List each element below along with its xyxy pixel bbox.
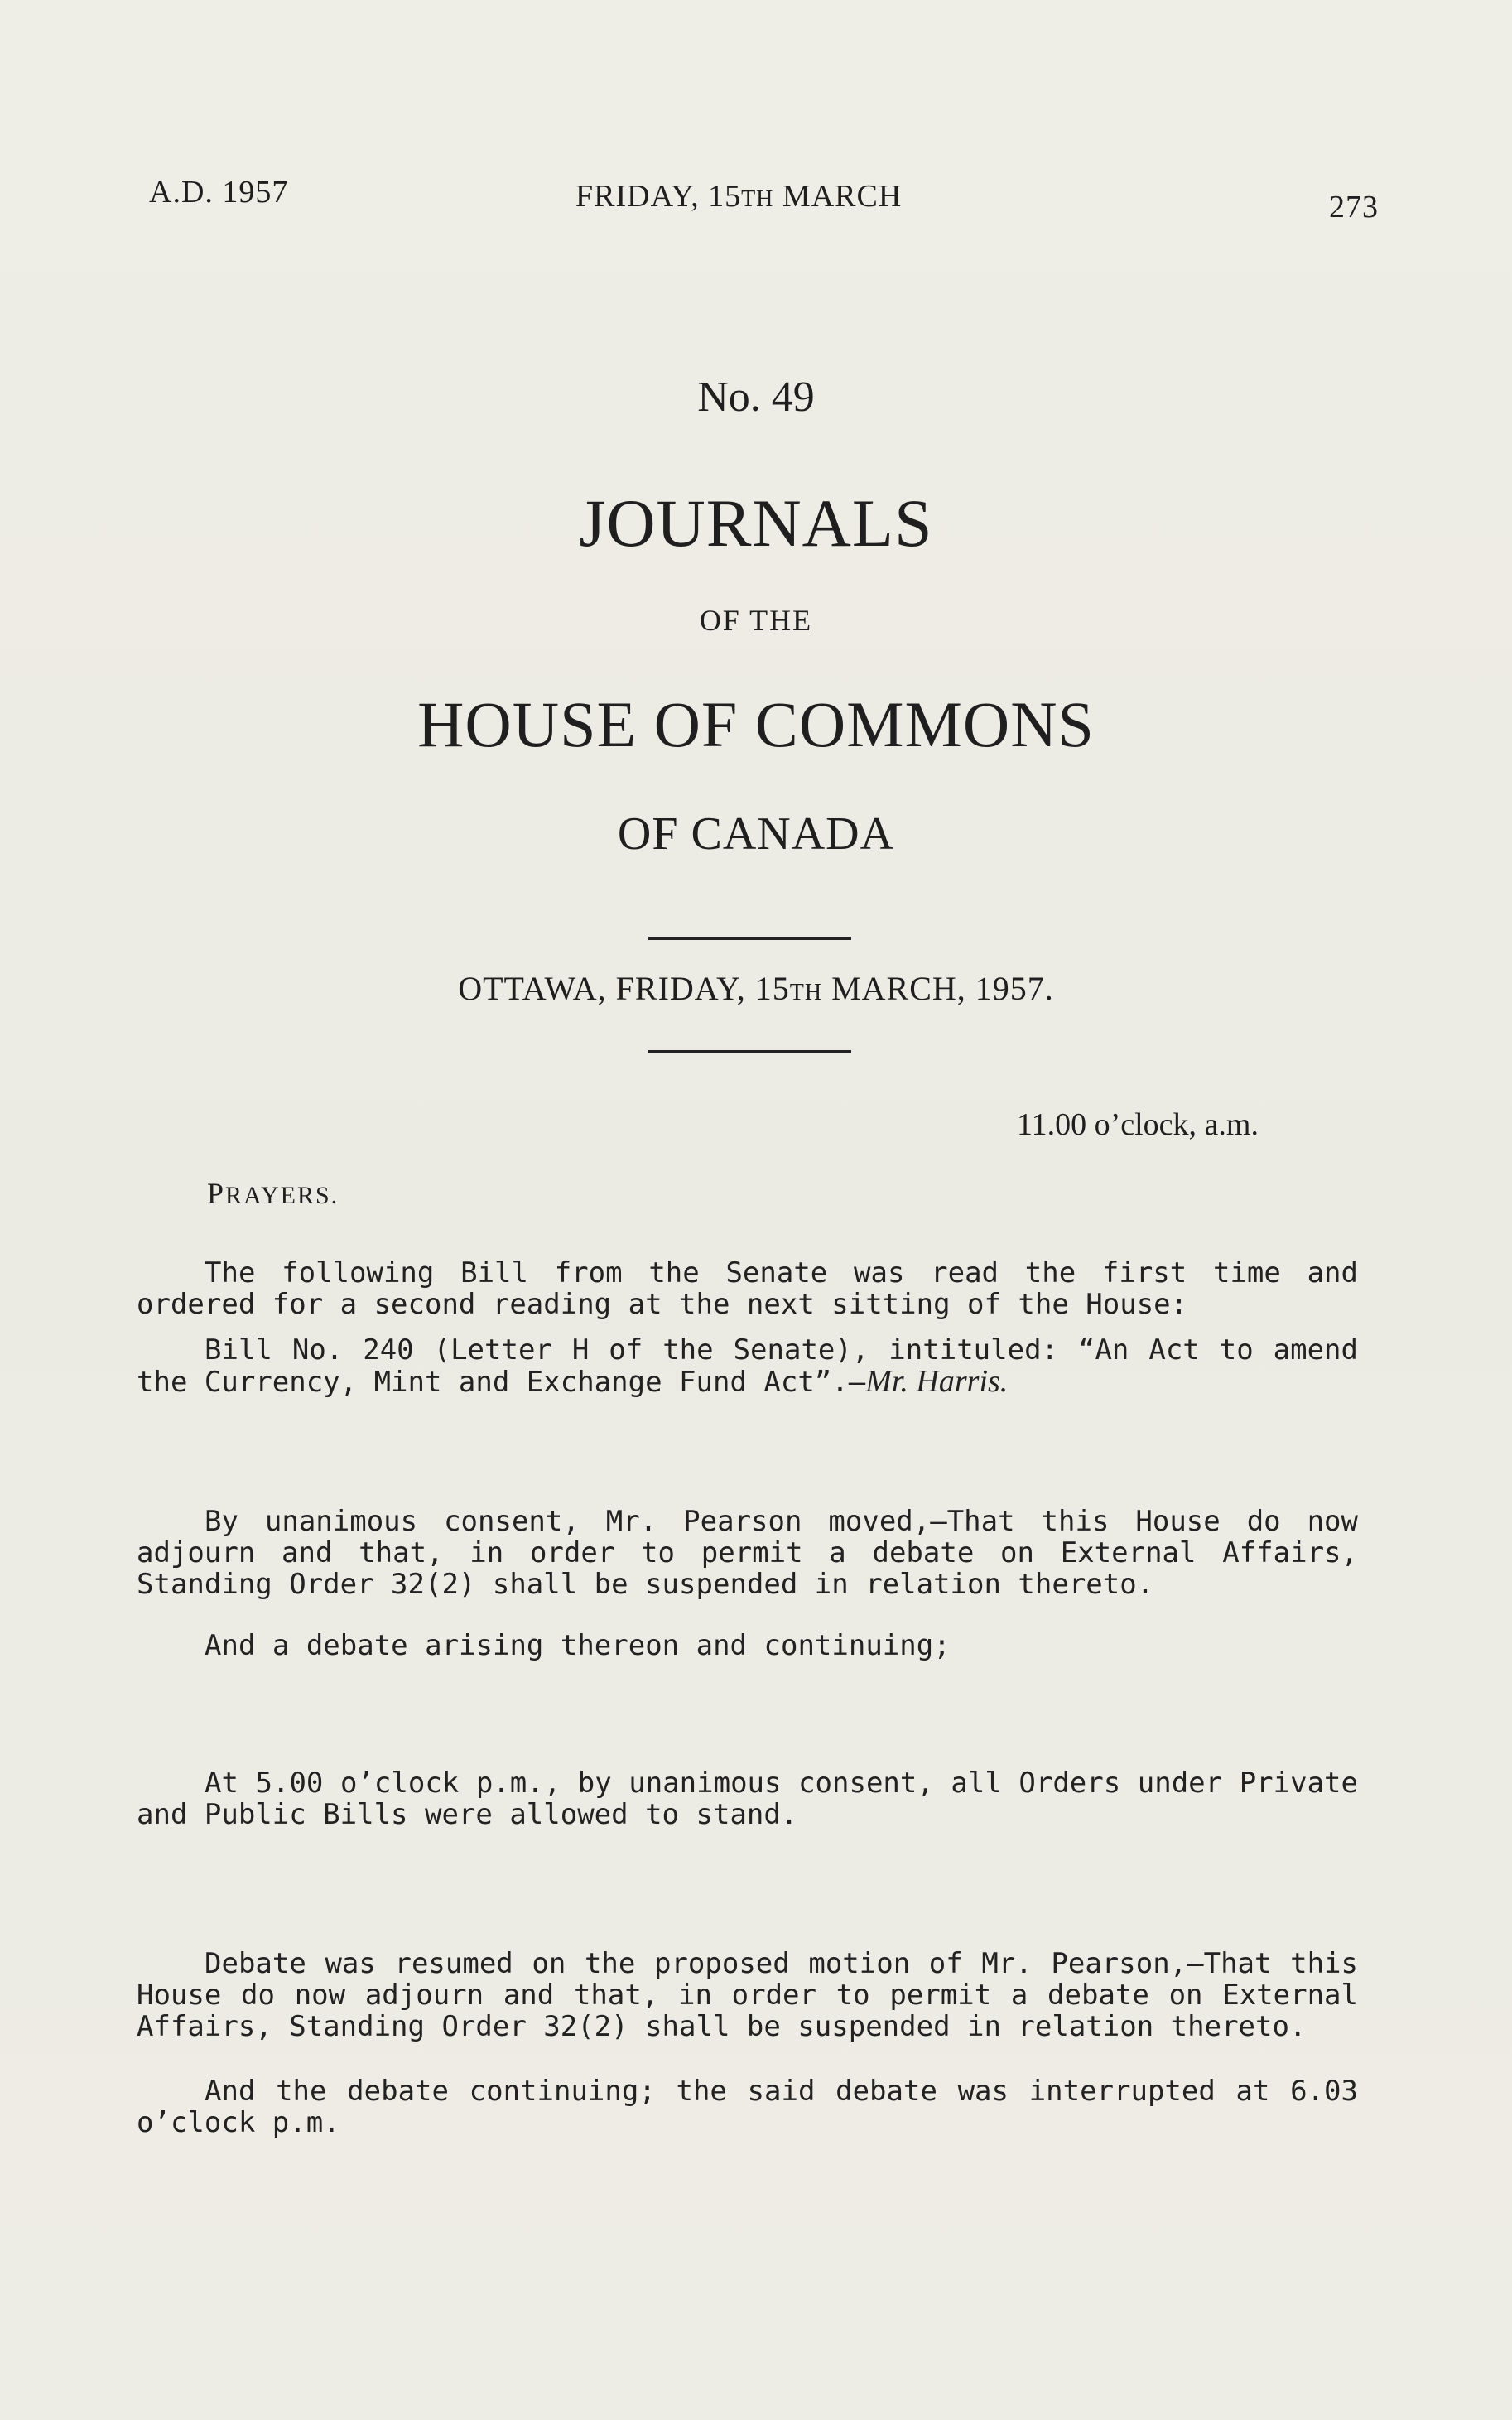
sitting-time: 11.00 o’clock, a.m. — [1017, 1107, 1259, 1142]
paragraph-debate-resumed: Debate was resumed on the proposed motion of Mr. Pearson,—That this House do now adjourn and that, in order to permit a debate on External Affairs, Standing Order 32(2) shall be suspended in relation thereto. — [137, 1947, 1358, 2043]
paragraph-orders-stand: At 5.00 o’clock p.m., by unanimous consent, all Orders under Private and Public Bills were allowed to stand. — [137, 1767, 1358, 1831]
member-name: Mr. Harris. — [865, 1364, 1009, 1399]
masthead-house: HOUSE OF COMMONS — [417, 688, 1095, 760]
masthead-of-the: OF THE — [699, 604, 813, 637]
running-head — [149, 174, 1379, 224]
prayers-heading: PRAYERS. — [207, 1177, 339, 1210]
masthead-title: JOURNALS — [579, 485, 933, 561]
issue-number: No. 49 — [697, 374, 815, 421]
divider-rule-top — [648, 937, 851, 940]
paragraph-bill-first-reading: The following Bill from the Senate was read the first time and ordered for a second reading at the next sitting of the House: — [137, 1256, 1358, 1321]
paragraph-debate-arising: And a debate arising thereon and continuing; — [205, 1629, 951, 1662]
page-number: 273 — [1329, 190, 1379, 224]
paragraph-bill-240: Bill No. 240 (Letter H of the Senate), intituled: “An Act to amend the Currency, Mint and Exchange Fund Act”.—Mr. Harris. — [137, 1333, 1358, 1399]
masthead-of-canada: OF CANADA — [617, 808, 895, 860]
divider-rule-bottom — [648, 1050, 851, 1053]
running-head-date: FRIDAY, 15TH MARCH — [575, 179, 903, 214]
running-head-year: A.D. 1957 — [149, 175, 289, 210]
paragraph-adjournment-motion: By unanimous consent, Mr. Pearson moved,—That this House do now adjourn and that, in order to permit a debate on External Affairs, Standing Order 32(2) shall be suspended in relation thereto. — [137, 1505, 1358, 1601]
dateline: OTTAWA, FRIDAY, 15TH MARCH, 1957. — [458, 970, 1054, 1007]
paragraph-debate-interrupted: And the debate continuing; the said debate was interrupted at 6.03 o’clock p.m. — [137, 2075, 1358, 2139]
